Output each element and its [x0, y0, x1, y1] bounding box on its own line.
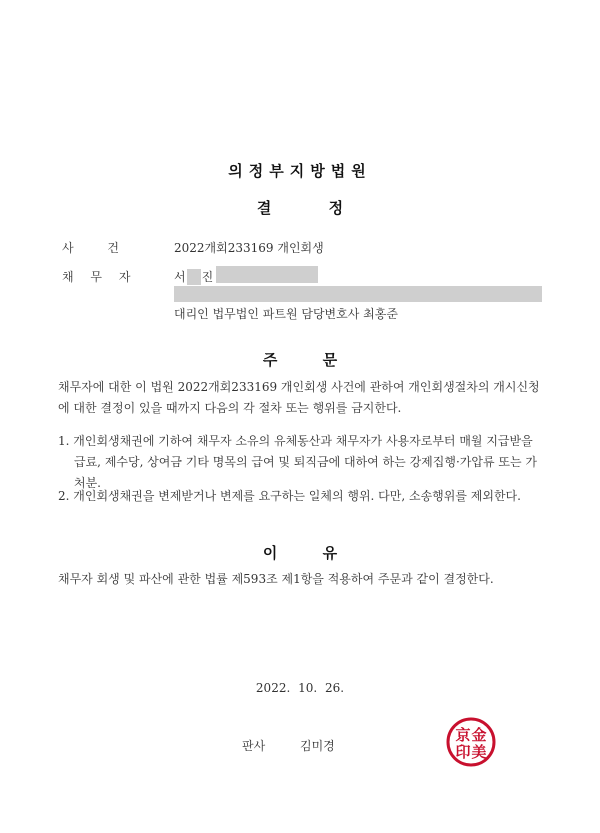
svg-text:金: 金	[471, 726, 487, 744]
case-number: 2022개회233169 개인회생	[174, 241, 324, 255]
order-item-1: 1. 개인회생채권에 기하여 채무자 소유의 유체동산과 채무자가 사용자로부터 매월 지급받을 급료, 제수당, 상여금 기타 명목의 급여 및 퇴직금에 대하여 하는 강제집행·가압류 또는 가처분.	[58, 434, 537, 490]
redacted-address	[174, 286, 542, 302]
debtor-name	[174, 268, 213, 285]
svg-text:美: 美	[471, 743, 487, 761]
redacted-debtor-info	[216, 266, 318, 283]
judge-label: 판사	[242, 739, 266, 753]
judge-name: 김미경	[300, 739, 335, 753]
svg-text:京: 京	[455, 726, 471, 744]
reason-text: 채무자 회생 및 파산에 관한 법률 제593조 제1항을 적용하여 주문과 같이 결정한다.	[58, 572, 494, 586]
representative-line: 대리인 법무법인 파트원 담당변호사 최홍준	[174, 307, 398, 321]
order-intro: 채무자에 대한 이 법원 2022개회233169 개인회생 사건에 관하여 개인회생절차의 개시신청에 대한 결정이 있을 때까지 다음의 각 절차 또는 행위를 금지한다.	[58, 380, 540, 415]
reason-title: 이 유	[262, 544, 338, 562]
svg-text:印: 印	[455, 743, 471, 761]
order-title: 주 문	[262, 351, 338, 369]
order-item-2: 2. 개인회생채권을 변제받거나 변제를 요구하는 일체의 행위. 다만, 소송행위를 제외한다.	[58, 489, 521, 503]
case-label: 사 건	[62, 241, 119, 255]
document-type-title: 결 정	[256, 199, 344, 217]
judge-seal-stamp	[445, 716, 497, 768]
redacted-name-part	[187, 269, 201, 285]
court-name: 의정부지방법원	[228, 162, 372, 180]
debtor-name-first: 서	[174, 270, 186, 284]
debtor-label: 채 무 자	[62, 270, 131, 284]
decision-date: 2022. 10. 26.	[255, 681, 345, 695]
debtor-name-last: 진	[201, 270, 214, 284]
